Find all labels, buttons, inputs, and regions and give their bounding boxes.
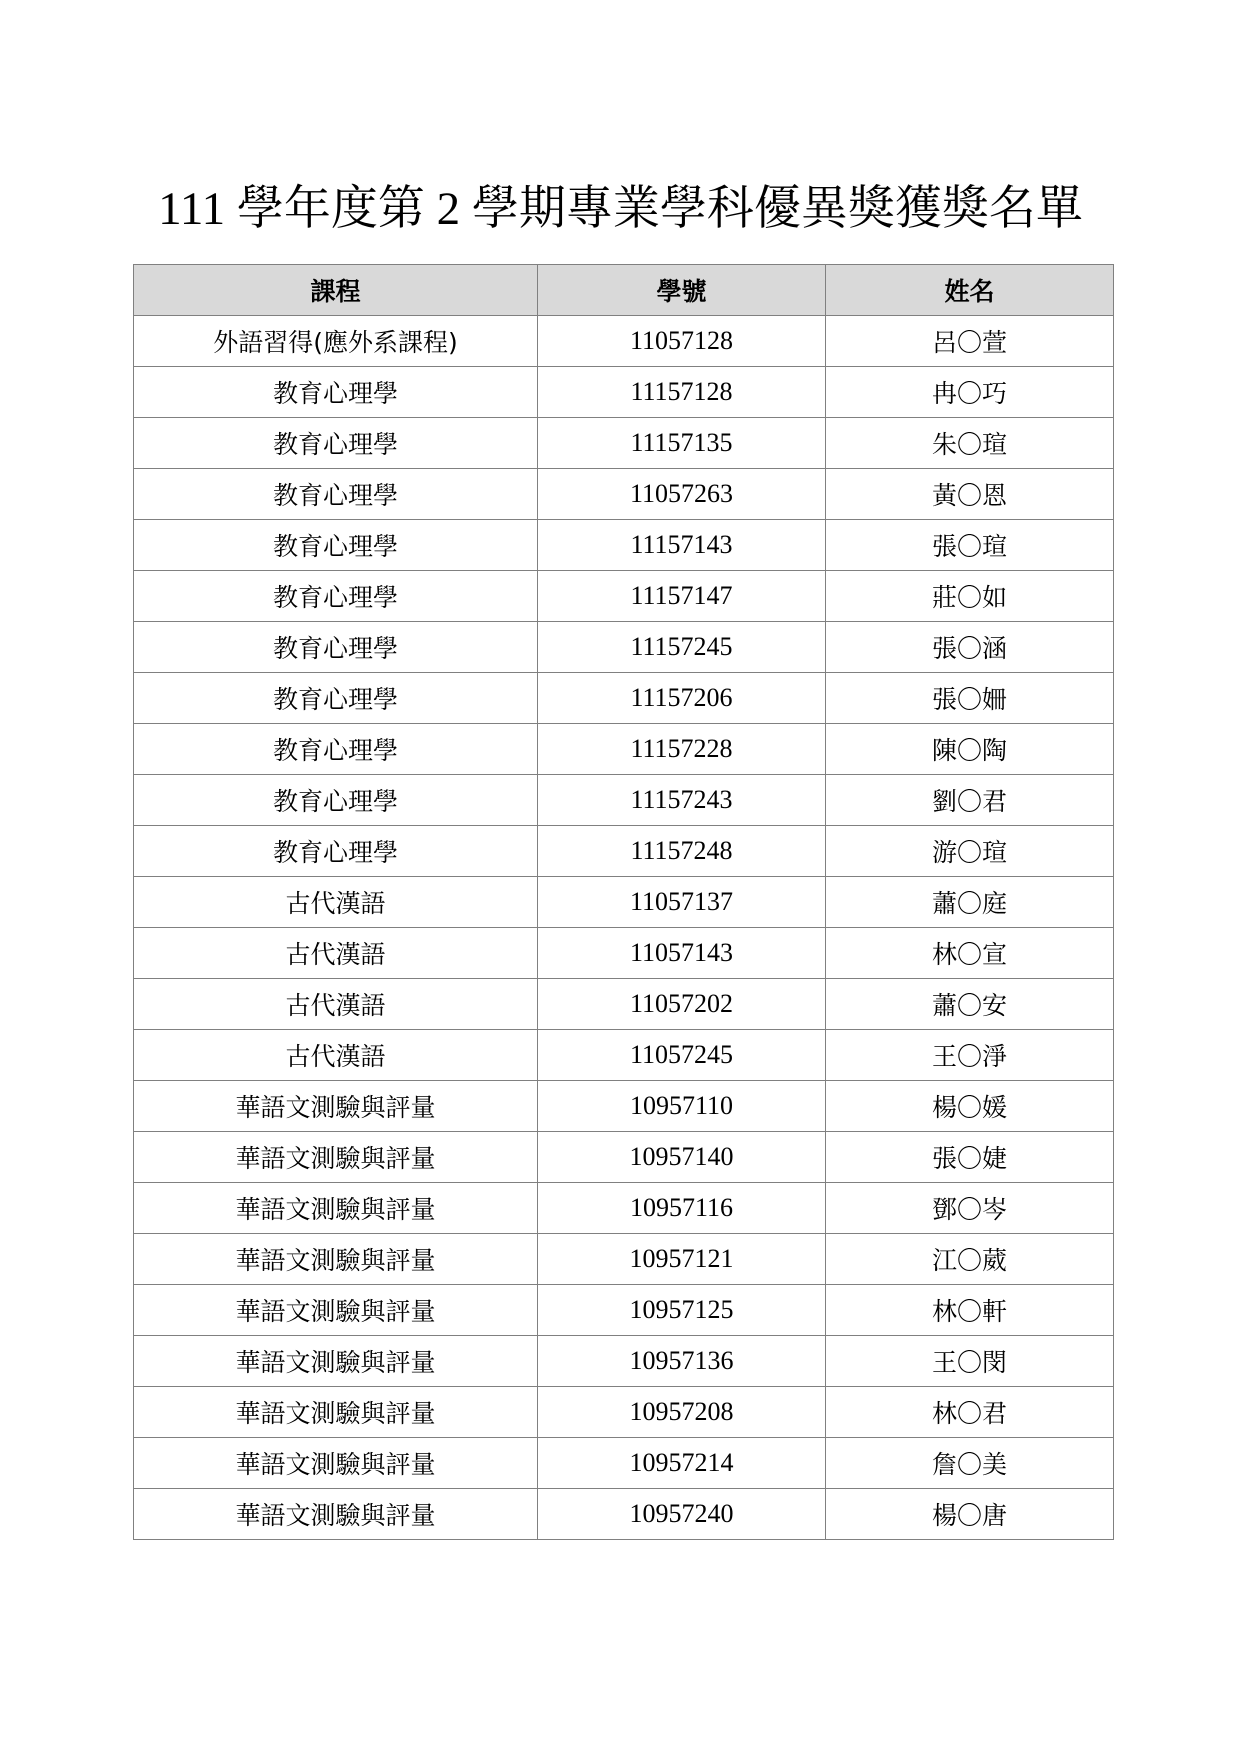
course-cell: 古代漢語 [134, 979, 538, 1030]
table-row [134, 724, 1114, 775]
course-cell: 教育心理學 [134, 826, 538, 877]
student-id-cell: 10957214 [538, 1438, 826, 1489]
table-row [134, 571, 1114, 622]
name-cell: 江〇葳 [826, 1234, 1114, 1285]
student-id-cell: 10957110 [538, 1081, 826, 1132]
table-row [134, 1030, 1114, 1081]
student-id-cell: 11157135 [538, 418, 826, 469]
name-cell: 張〇涵 [826, 622, 1114, 673]
student-id-cell: 11157243 [538, 775, 826, 826]
table-row [134, 1336, 1114, 1387]
student-id-cell: 11057128 [538, 316, 826, 367]
table-row [134, 520, 1114, 571]
course-cell: 教育心理學 [134, 724, 538, 775]
table-row [134, 622, 1114, 673]
student-id-cell: 10957136 [538, 1336, 826, 1387]
course-cell: 華語文測驗與評量 [134, 1489, 538, 1540]
student-id-cell: 11157147 [538, 571, 826, 622]
student-id-cell: 11157248 [538, 826, 826, 877]
name-cell: 王〇閔 [826, 1336, 1114, 1387]
student-id-cell: 11057245 [538, 1030, 826, 1081]
table-header-row [134, 265, 1114, 316]
name-cell: 游〇瑄 [826, 826, 1114, 877]
student-id-cell: 11157143 [538, 520, 826, 571]
table-row [134, 1438, 1114, 1489]
table-row [134, 1387, 1114, 1438]
table-row [134, 1285, 1114, 1336]
table-row [134, 979, 1114, 1030]
name-cell: 張〇姍 [826, 673, 1114, 724]
name-cell: 劉〇君 [826, 775, 1114, 826]
course-cell: 教育心理學 [134, 571, 538, 622]
course-cell: 教育心理學 [134, 775, 538, 826]
student-id-cell: 11057143 [538, 928, 826, 979]
name-cell: 王〇淨 [826, 1030, 1114, 1081]
student-id-cell: 10957125 [538, 1285, 826, 1336]
table-row [134, 1132, 1114, 1183]
student-id-cell: 11057202 [538, 979, 826, 1030]
student-id-cell: 11157228 [538, 724, 826, 775]
award-list-table [133, 264, 1114, 1540]
name-cell: 蕭〇庭 [826, 877, 1114, 928]
student-id-cell: 11057137 [538, 877, 826, 928]
table-row [134, 1081, 1114, 1132]
course-cell: 教育心理學 [134, 367, 538, 418]
name-cell: 朱〇瑄 [826, 418, 1114, 469]
course-cell: 教育心理學 [134, 469, 538, 520]
course-cell: 外語習得(應外系課程) [134, 316, 538, 367]
name-cell: 陳〇陶 [826, 724, 1114, 775]
table-row [134, 928, 1114, 979]
table-body [134, 316, 1114, 1540]
table-row [134, 877, 1114, 928]
name-cell: 呂〇萱 [826, 316, 1114, 367]
table-row [134, 673, 1114, 724]
course-cell: 教育心理學 [134, 622, 538, 673]
name-cell: 蕭〇安 [826, 979, 1114, 1030]
name-cell: 張〇瑄 [826, 520, 1114, 571]
student-id-cell: 10957121 [538, 1234, 826, 1285]
name-cell: 林〇宣 [826, 928, 1114, 979]
course-cell: 華語文測驗與評量 [134, 1132, 538, 1183]
name-cell: 楊〇唐 [826, 1489, 1114, 1540]
table-row [134, 469, 1114, 520]
column-header-name: 姓名 [826, 265, 1114, 316]
student-id-cell: 11157206 [538, 673, 826, 724]
course-cell: 華語文測驗與評量 [134, 1387, 538, 1438]
page-title: 111 學年度第 2 學期專業學科優異獎獲獎名單 [158, 183, 1083, 235]
course-cell: 華語文測驗與評量 [134, 1285, 538, 1336]
table-row [134, 1489, 1114, 1540]
table-row [134, 775, 1114, 826]
table-row [134, 826, 1114, 877]
course-cell: 華語文測驗與評量 [134, 1234, 538, 1285]
student-id-cell: 11157128 [538, 367, 826, 418]
course-cell: 教育心理學 [134, 673, 538, 724]
name-cell: 林〇軒 [826, 1285, 1114, 1336]
name-cell: 楊〇媛 [826, 1081, 1114, 1132]
student-id-cell: 10957208 [538, 1387, 826, 1438]
table-row [134, 1183, 1114, 1234]
course-cell: 華語文測驗與評量 [134, 1183, 538, 1234]
name-cell: 林〇君 [826, 1387, 1114, 1438]
course-cell: 古代漢語 [134, 877, 538, 928]
course-cell: 華語文測驗與評量 [134, 1438, 538, 1489]
course-cell: 古代漢語 [134, 928, 538, 979]
table-row [134, 316, 1114, 367]
table-row [134, 418, 1114, 469]
name-cell: 冉〇巧 [826, 367, 1114, 418]
student-id-cell: 11157245 [538, 622, 826, 673]
student-id-cell: 11057263 [538, 469, 826, 520]
name-cell: 詹〇美 [826, 1438, 1114, 1489]
table-row [134, 367, 1114, 418]
course-cell: 古代漢語 [134, 1030, 538, 1081]
student-id-cell: 10957116 [538, 1183, 826, 1234]
course-cell: 教育心理學 [134, 418, 538, 469]
name-cell: 黃〇恩 [826, 469, 1114, 520]
table-row [134, 1234, 1114, 1285]
name-cell: 莊〇如 [826, 571, 1114, 622]
column-header-course: 課程 [134, 265, 538, 316]
student-id-cell: 10957240 [538, 1489, 826, 1540]
name-cell: 鄧〇岑 [826, 1183, 1114, 1234]
table-header [134, 265, 1114, 316]
course-cell: 教育心理學 [134, 520, 538, 571]
student-id-cell: 10957140 [538, 1132, 826, 1183]
name-cell: 張〇婕 [826, 1132, 1114, 1183]
course-cell: 華語文測驗與評量 [134, 1081, 538, 1132]
column-header-student-id: 學號 [538, 265, 826, 316]
course-cell: 華語文測驗與評量 [134, 1336, 538, 1387]
